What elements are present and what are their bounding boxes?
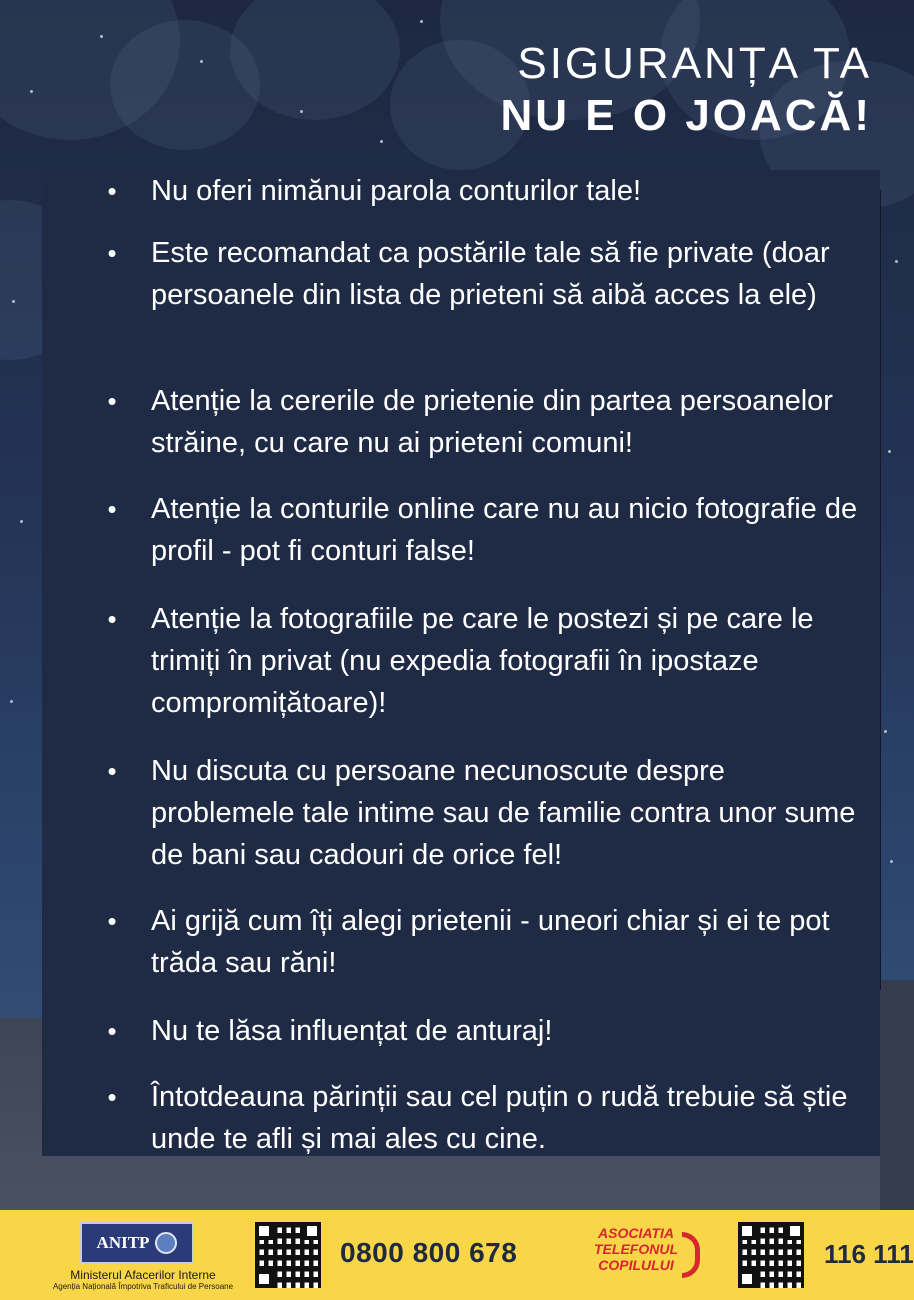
anitp-logo [80, 1222, 194, 1264]
ministry-name: Ministerul Afacerilor Interne [70, 1268, 216, 1282]
headline-line-1: SIGURANȚA TA [517, 39, 872, 88]
agency-name: Agenția Națională Împotriva Traficului de Persoane [52, 1282, 234, 1291]
anitp-emblem-icon [155, 1232, 177, 1254]
bullet-icon: • [107, 176, 117, 206]
tip-text: Atenție la cererile de prietenie din partea persoanelor străine, cu care nu ai prieteni comuni! [151, 385, 833, 459]
bullet-icon: • [107, 1016, 117, 1046]
tip-text: Ai grijă cum îți alegi prietenii - uneori chiar și ei te pot trăda sau răni! [151, 905, 830, 979]
qr-code-icon[interactable] [738, 1222, 804, 1288]
headline-line-2: NU E O JOACĂ! [500, 91, 872, 140]
tip-text: Întotdeauna părinții sau cel puțin o rudă trebuie să știe unde te afli și mai ales cu cine. [151, 1081, 848, 1155]
tip-text: Este recomandat ca postările tale să fie private (doar persoanele din lista de prieteni să aibă acces la ele) [151, 237, 830, 311]
tips-panel [42, 170, 880, 1156]
headline [501, 38, 872, 142]
tip-text: Nu oferi nimănui parola conturilor tale! [151, 175, 642, 207]
telefonul-copilului-logo [582, 1224, 712, 1284]
tip-text: Atenție la fotografiile pe care le postezi și pe care le trimiți în privat (nu expedia fotografii în ipostaze compromițătoare)! [151, 603, 814, 719]
tip-text: Nu te lăsa influențat de anturaj! [151, 1015, 553, 1047]
qr-code-icon[interactable] [255, 1222, 321, 1288]
tip-text: Nu discuta cu persoane necunoscute despre problemele tale intime sau de familie contra unor sume de bani sau cadouri de orice fel! [151, 755, 856, 871]
anitp-logo-text: ANITP [96, 1233, 150, 1252]
ground-shadow [880, 980, 914, 1210]
tel-logo-line-3: COPILULUI [598, 1257, 674, 1273]
bullet-icon: • [107, 238, 117, 268]
hotline-number[interactable]: 0800 800 678 [340, 1237, 518, 1268]
bullet-icon: • [107, 386, 117, 416]
bullet-icon: • [107, 756, 117, 786]
tel-logo-line-1: ASOCIATIA [598, 1225, 674, 1241]
bullet-icon: • [107, 494, 117, 524]
tip-text: Atenție la conturile online care nu au nicio fotografie de profil - pot fi conturi false! [151, 493, 858, 567]
bullet-icon: • [107, 604, 117, 634]
tel-logo-line-2: TELEFONUL [594, 1241, 678, 1257]
bullet-icon: • [107, 1082, 117, 1112]
phone-handset-icon [682, 1232, 700, 1278]
bullet-icon: • [107, 906, 117, 936]
child-helpline-number[interactable]: 116 111 [824, 1239, 914, 1269]
ministry-caption [28, 1268, 258, 1292]
